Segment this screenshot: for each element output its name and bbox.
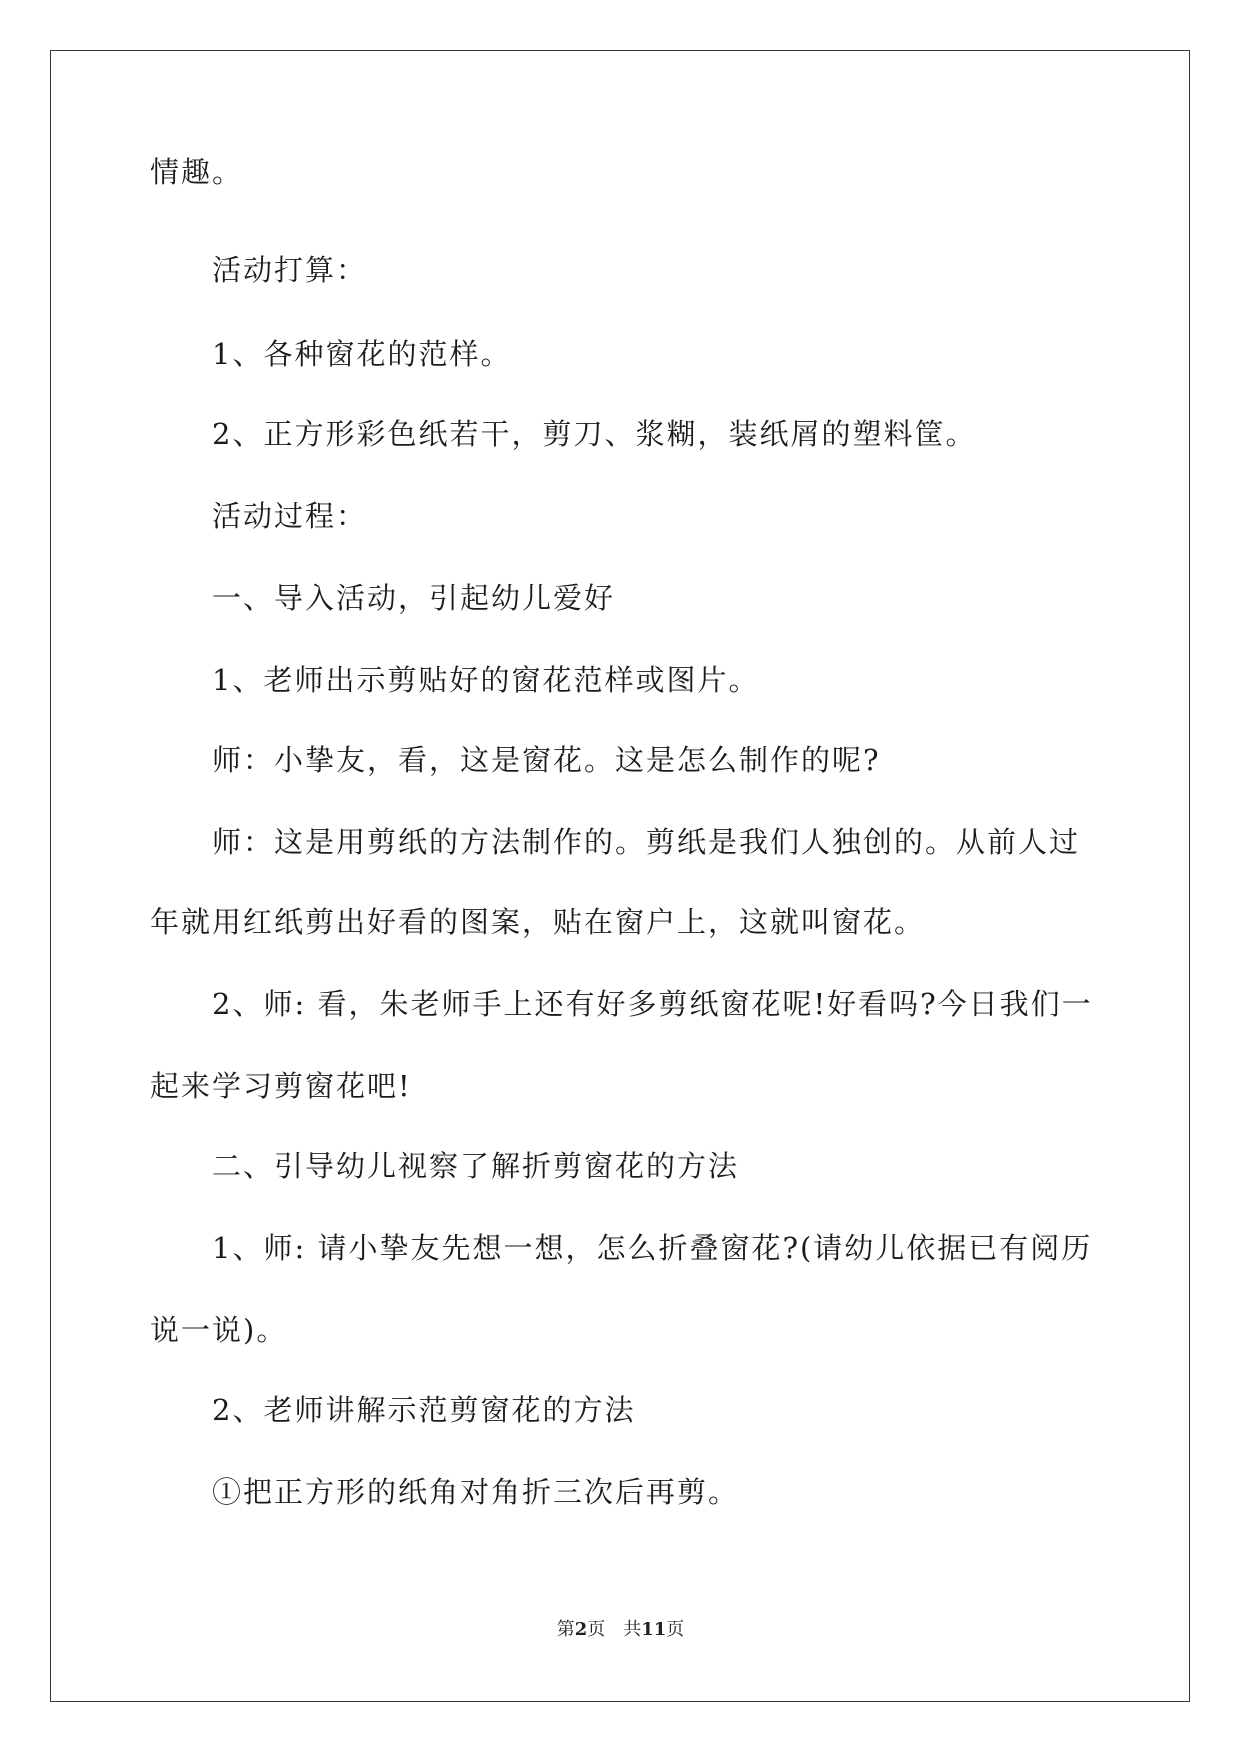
footer-middle: 页 共 bbox=[587, 1619, 642, 1640]
page-footer bbox=[0, 1618, 1241, 1642]
footer-current-page: 2 bbox=[574, 1619, 588, 1640]
text-line-12: 起来学习剪窗花吧! bbox=[150, 1069, 412, 1103]
text-line-5: 活动过程： bbox=[212, 499, 368, 533]
text-line-4: 2、正方形彩色纸若干，剪刀、浆糊，装纸屑的塑料筐。 bbox=[212, 417, 977, 451]
text-line-16: 2、老师讲解示范剪窗花的方法 bbox=[212, 1393, 636, 1427]
text-line-8: 师：小挚友，看，这是窗花。这是怎么制作的呢? bbox=[212, 743, 881, 777]
text-line-6: 一、导入活动，引起幼儿爱好 bbox=[212, 581, 616, 615]
text-line-2: 活动打算： bbox=[212, 253, 368, 287]
text-line-10: 年就用红纸剪出好看的图案，贴在窗户上，这就叫窗花。 bbox=[150, 905, 926, 939]
text-line-9: 师：这是用剪纸的方法制作的。剪纸是我们人独创的。从前人过 bbox=[212, 825, 1081, 859]
footer-total-pages: 11 bbox=[641, 1619, 667, 1640]
text-line-3: 1、各种窗花的范样。 bbox=[212, 337, 512, 371]
text-line-17: ①把正方形的纸角对角折三次后再剪。 bbox=[212, 1475, 740, 1509]
text-line-11: 2、师: 看，朱老师手上还有好多剪纸窗花呢!好看吗?今日我们一 bbox=[212, 987, 1093, 1021]
footer-prefix: 第 bbox=[556, 1619, 575, 1640]
text-line-13: 二、引导幼儿视察了解折剪窗花的方法 bbox=[212, 1149, 740, 1183]
text-line-1: 情趣。 bbox=[150, 155, 244, 189]
text-line-7: 1、老师出示剪贴好的窗花范样或图片。 bbox=[212, 663, 760, 697]
footer-suffix: 页 bbox=[666, 1619, 685, 1640]
page-border bbox=[50, 50, 1190, 1702]
text-line-15: 说一说)。 bbox=[150, 1313, 288, 1347]
text-line-14: 1、师: 请小挚友先想一想，怎么折叠窗花?(请幼儿依据已有阅历 bbox=[212, 1231, 1093, 1265]
